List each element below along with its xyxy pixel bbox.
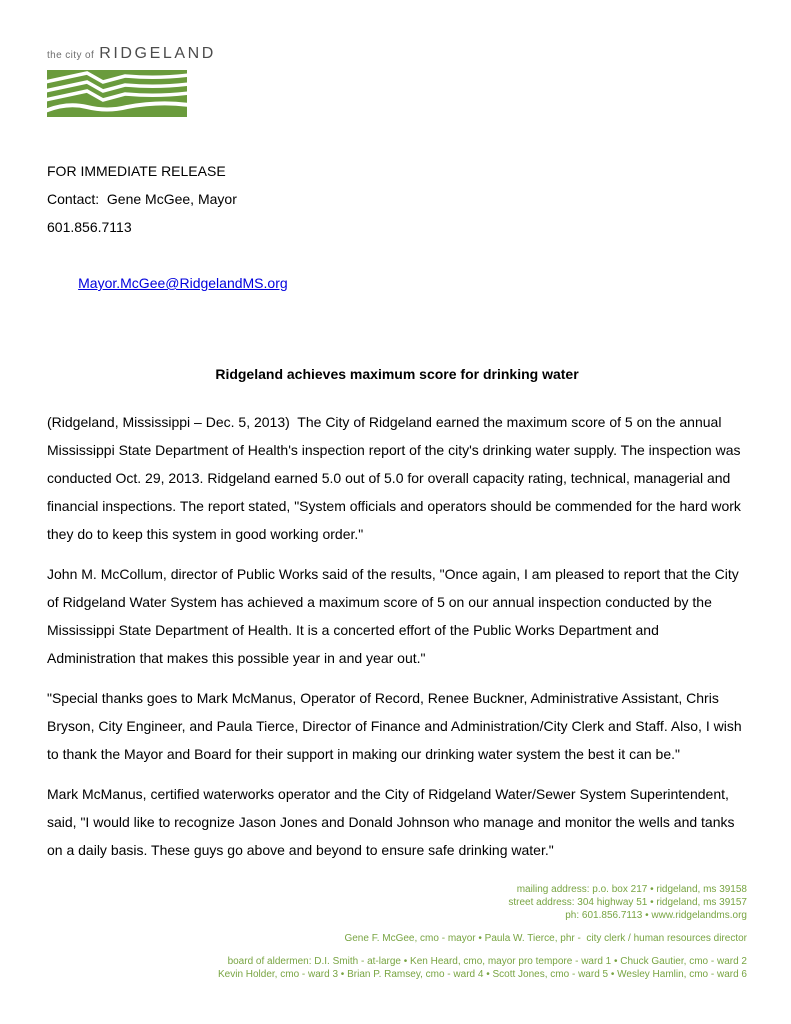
body-paragraph: (Ridgeland, Mississippi – Dec. 5, 2013) The City of Ridgeland earned the maximum score of 5 on the annual Mississippi State Department of Health's inspection report of the city's drinking water supply. The inspection was conducted Oct. 29, 2013. Ridgeland earned 5.0 out of 5.0 for overall capacity rating, technical, managerial and financial inspections. The report stated, "System officials and operators should be commended for the hard work they do to keep this system in good working order." — [47, 414, 745, 542]
contact-phone: 601.856.7113 — [47, 219, 132, 235]
release-contact-block — [47, 157, 747, 325]
footer-board-of-aldermen — [47, 955, 747, 981]
body-paragraph: John M. McCollum, director of Public Works said of the results, "Once again, I am pleased to report that the City of Ridgeland Water System has achieved a maximum score of 5 on our annual inspection conducted by the Mississippi State Department of Health. It is a concerted effort of the Public Works Department and Administration that makes this possible year in and year out." — [47, 566, 743, 666]
footer-mailing-address: mailing address: p.o. box 217 • ridgeland, ms 39158 — [516, 884, 747, 895]
footer-street-address: street address: 304 highway 51 • ridgeland, ms 39157 — [508, 897, 747, 908]
footer-officials-line: Gene F. McGee, cmo - mayor • Paula W. Tierce, phr - city clerk / human resources director — [344, 933, 747, 944]
footer-board-line: board of aldermen: D.I. Smith - at-large • Ken Heard, cmo, mayor pro tempore - ward 1 • Chuck Gautier, cmo - ward 2 — [227, 956, 747, 967]
body-paragraph: Mark McManus, certified waterworks operator and the City of Ridgeland Water/Sewer System Superintendent, said, "I would like to recognize Jason Jones and Donald Johnson who manage and monitor the wells and tanks on a daily basis. These guys go above and beyond to ensure safe drinking water." — [47, 786, 739, 858]
waves-logo-icon — [47, 70, 189, 117]
footer-board-line: Kevin Holder, cmo - ward 3 • Brian P. Ramsey, cmo - ward 4 • Scott Jones, cmo - ward 5 • Wesley Hamlin, cmo - ward 6 — [217, 969, 747, 980]
letterhead-footer — [47, 883, 747, 981]
contact-line: Contact: Gene McGee, Mayor — [47, 191, 237, 207]
press-release-headline: Ridgeland achieves maximum score for drinking water — [215, 366, 579, 382]
logo-city-name: RIDGELAND — [99, 45, 216, 62]
contact-email-line — [47, 241, 747, 325]
city-of-ridgeland-logo — [47, 45, 216, 117]
footer-phone-website: ph: 601.856.7113 • www.ridgelandms.org — [565, 910, 747, 921]
body-paragraph: "Special thanks goes to Mark McManus, Operator of Record, Renee Buckner, Administrative Assistant, Chris Bryson, City Engineer, and Paula Tierce, Director of Finance and Administration/City Clerk and Staff. Also, I wish to thank the Mayor and Board for their support in making our drinking water system the best it can be." — [47, 690, 746, 762]
footer-address-block — [47, 883, 747, 922]
press-release-body — [47, 408, 747, 864]
logo-tagline: the city of — [47, 50, 95, 61]
logo-wordmark — [47, 45, 216, 63]
contact-email-link[interactable]: Mayor.McGee@RidgelandMS.org — [78, 275, 288, 291]
for-immediate-release-label: FOR IMMEDIATE RELEASE — [47, 163, 226, 179]
